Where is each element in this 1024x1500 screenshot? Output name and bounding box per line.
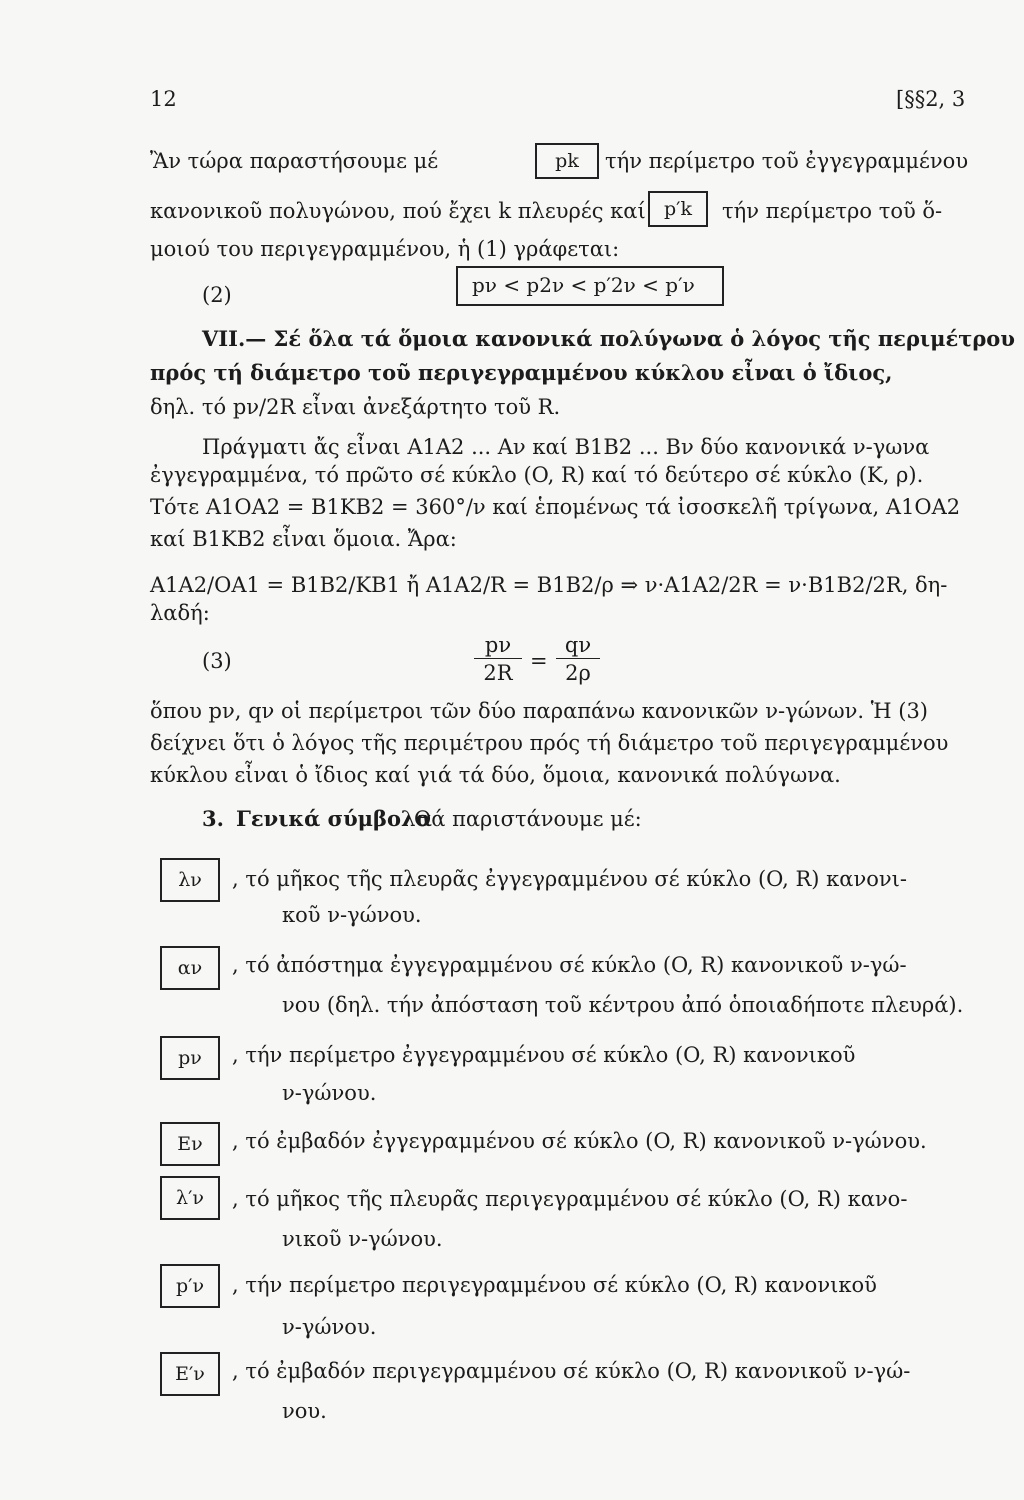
eq3-right-fraction [556, 632, 600, 687]
symbol-box: p′ν [160, 1264, 220, 1308]
intro-line-2b: τήν περίμετρο τοῦ ὅ- [722, 199, 943, 223]
symbol-def-line: , τήν περίμετρο περιγεγραμμένου σέ κύκλο (O, R) κανονικοῦ [232, 1273, 877, 1297]
eq2-formula-box: pν < p2ν < p′2ν < p′ν [456, 266, 724, 306]
eq2-label: (2) [202, 283, 232, 307]
section3-intro: Θά παριστάνουμε μέ: [414, 807, 642, 831]
section-reference: [§§2, 3 [896, 87, 966, 111]
proof-line-3: Τότε A1OA2 = B1KB2 = 360°/ν καί ἑπομένως τά ἰσοσκελῆ τρίγωνα, A1OA2 [150, 495, 961, 519]
symbol-box: Eν [160, 1122, 220, 1166]
symbol-def-line: , τήν περίμετρο ἐγγεγραμμένου σέ κύκλο (O, R) κανονικοῦ [232, 1043, 856, 1067]
symbol-box: αν [160, 946, 220, 990]
conclusion-line-3: κύκλου εἶναι ὁ ἴδιος καί γιά τά δύο, ὅμοια, κανονικά πολύγωνα. [150, 763, 841, 787]
intro-line-1a: Ἂν τώρα παραστήσουμε μέ [150, 149, 439, 173]
eq3-left-fraction [474, 632, 522, 687]
symbol-def-line: , τό ἐμβαδόν ἐγγεγραμμένου σέ κύκλο (O, R) κανονικοῦ ν-γώνου. [232, 1129, 927, 1153]
symbol-box: pν [160, 1036, 220, 1080]
eq3-left-denominator: 2R [483, 661, 513, 685]
section3-title: Γενικά σύμβολα [236, 806, 432, 831]
symbol-def-line: νου. [282, 1399, 327, 1423]
proof-line-4: καί B1KB2 εἶναι ὅμοια. Ἄρα: [150, 527, 457, 551]
proof-line-6: λαδή: [150, 601, 210, 625]
eq3-right-denominator: 2ρ [565, 661, 591, 685]
intro-line-1b: τήν περίμετρο τοῦ ἐγγεγραμμένου [605, 149, 969, 173]
theorem7-line-1: VII.— Σέ ὅλα τά ὅμοια κανονικά πολύγωνα ὁ λόγος τῆς περιμέτρου [202, 326, 1015, 351]
symbol-box: λ′ν [160, 1176, 220, 1220]
symbol-def-line: ν-γώνου. [282, 1315, 377, 1339]
proof-line-2: ἐγγεγραμμένα, τό πρῶτο σέ κύκλο (O, R) καί τό δεύτερο σέ κύκλο (K, ρ). [150, 463, 924, 487]
intro-line-2a: κανονικοῦ πολυγώνου, πού ἔχει k πλευρές καί [150, 199, 646, 223]
symbol-def-line: νου (δηλ. τήν ἀπόσταση τοῦ κέντρου ἀπό ὁποιαδήποτε πλευρά). [282, 993, 964, 1017]
theorem7-line-3: δηλ. τό pν/2R εἶναι ἀνεξάρτητο τοῦ R. [150, 395, 561, 419]
eq3-equals: = [530, 649, 548, 673]
symbol-def-line: , τό μῆκος τῆς πλευρᾶς ἐγγεγραμμένου σέ κύκλο (O, R) κανονι- [232, 867, 907, 891]
eq3-label: (3) [202, 649, 232, 673]
symbol-def-line: , τό ἀπόστημα ἐγγεγραμμένου σέ κύκλο (O, R) κανονικοῦ ν-γώ- [232, 953, 907, 977]
symbol-def-line: ν-γώνου. [282, 1081, 377, 1105]
symbol-def-line: νικοῦ ν-γώνου. [282, 1227, 443, 1251]
intro-line-3: μοιού του περιγεγραμμένου, ἡ (1) γράφεται: [150, 237, 620, 261]
symbol-def-line: , τό ἐμβαδόν περιγεγραμμένου σέ κύκλο (O, R) κανονικοῦ ν-γώ- [232, 1359, 911, 1383]
symbol-box-ppk: p′k [648, 191, 708, 227]
conclusion-line-1: ὅπου pν, qν οἱ περίμετροι τῶν δύο παραπάνω κανονικῶν ν-γώνων. Ἡ (3) [150, 699, 929, 723]
section3-number: 3. [202, 806, 224, 831]
symbol-def-line: κοῦ ν-γώνου. [282, 903, 422, 927]
eq3-left-numerator: pν [484, 633, 512, 657]
theorem7-line-2: πρός τή διάμετρο τοῦ περιγεγραμμένου κύκλου εἶναι ὁ ἴδιος, [150, 360, 893, 385]
proof-line-1: Πράγματι ἄς εἶναι A1A2 ... Aν καί B1B2 ... Bν δύο κανονικά ν-γωνα [202, 435, 930, 459]
proof-line-5: A1A2/OA1 = B1B2/KB1 ἤ A1A2/R = B1B2/ρ ⇒ ν·A1A2/2R = ν·B1B2/2R, δη- [150, 573, 948, 597]
symbol-box: λν [160, 858, 220, 902]
symbol-box-pk: pk [535, 143, 599, 179]
page-number: 12 [150, 87, 177, 111]
symbol-box: E′ν [160, 1352, 220, 1396]
eq3-right-numerator: qν [564, 633, 592, 657]
conclusion-line-2: δείχνει ὅτι ὁ λόγος τῆς περιμέτρου πρός τή διάμετρο τοῦ περιγεγραμμένου [150, 731, 949, 755]
symbol-def-line: , τό μῆκος τῆς πλευρᾶς περιγεγραμμένου σέ κύκλο (O, R) κανο- [232, 1187, 908, 1211]
